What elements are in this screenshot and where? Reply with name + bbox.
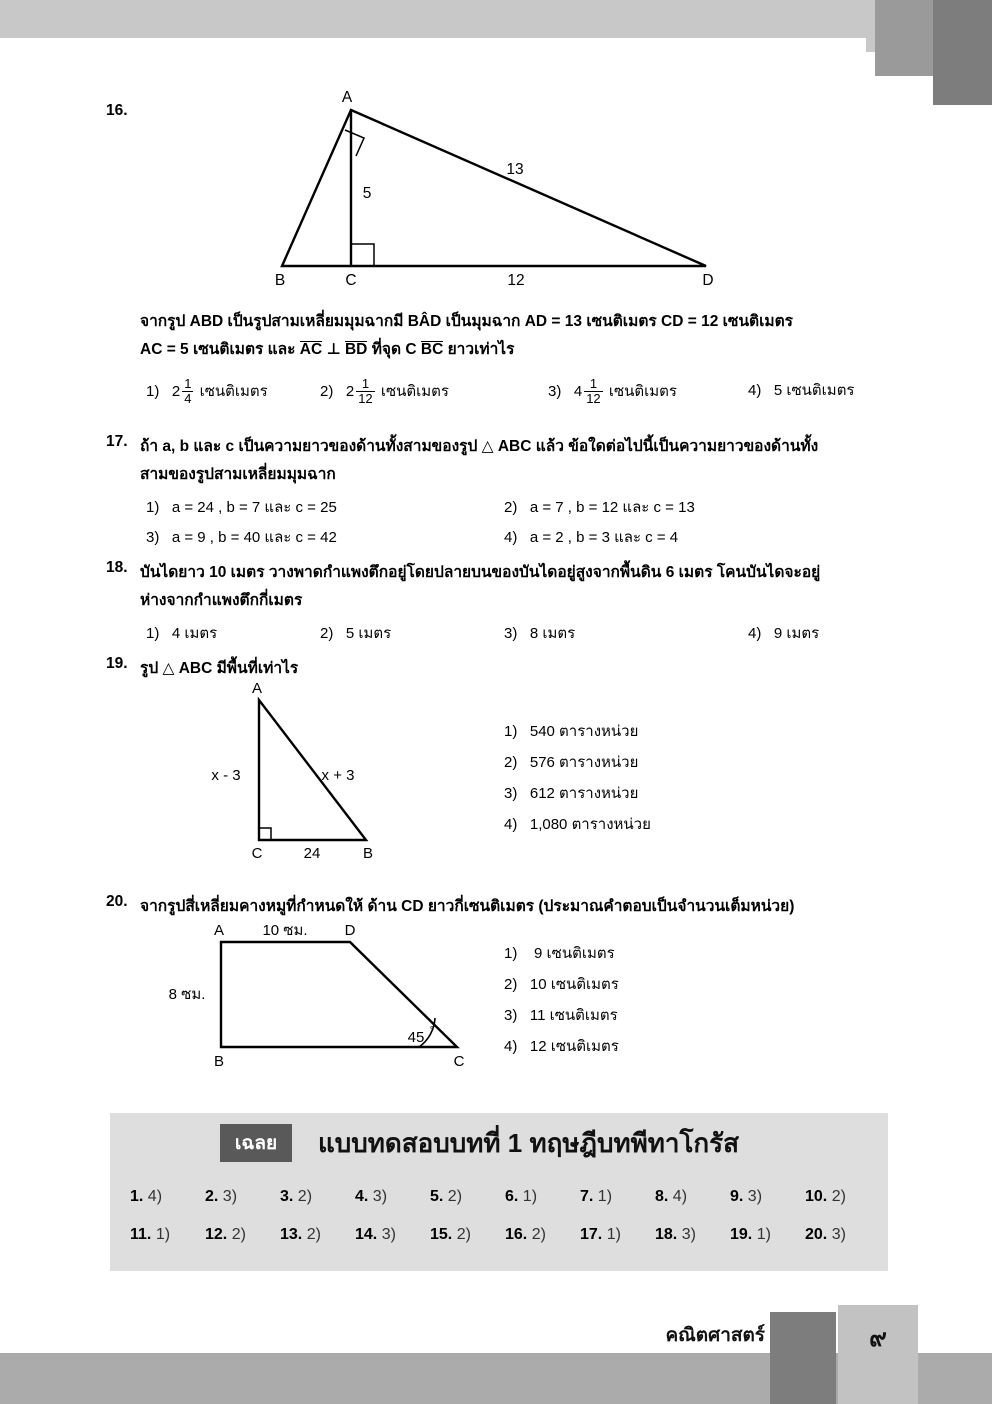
ak-num: 2.: [205, 1188, 219, 1205]
ak-ans: 2): [306, 1226, 321, 1243]
q16-opt2-denominator: 12: [358, 390, 373, 406]
answer-key-row-1: [130, 1188, 880, 1218]
answer-key-cell: [280, 1188, 355, 1218]
q16-opt1-numerator: 1: [184, 376, 192, 391]
question-20-option-1[interactable]: [504, 941, 615, 965]
question-16-option-4[interactable]: [748, 378, 855, 402]
question-17-option-4[interactable]: [504, 525, 678, 549]
footer-subject-label: คณิตศาสตร์: [665, 1325, 765, 1346]
ak-num: 1.: [130, 1188, 144, 1205]
q20-side-left-label: 8 ซม.: [168, 986, 206, 1003]
q19-opt2-label: 2): [504, 754, 518, 771]
question-20-option-4[interactable]: [504, 1034, 619, 1058]
q19-vertex-C-label: C: [251, 845, 263, 862]
q19-side-x-minus-3-label: x - 3: [211, 767, 241, 784]
q16-opt1-whole: 2: [171, 383, 181, 401]
answer-key-title: แบบทดสอบบทที่ 1 ทฤษฎีบทพีทาโกรัส: [318, 1127, 740, 1158]
question-18-stem-line1: บันไดยาว 10 เมตร วางพาดกำแพงตึกอยู่โดยปลายบนของบันไดอยู่สูงจากพื้นดิน 6 เมตร โคนบันไดจะอยู่: [140, 564, 821, 581]
question-17-option-1[interactable]: [146, 495, 337, 519]
ak-ans: 2): [831, 1188, 846, 1205]
question-19-option-3[interactable]: [504, 781, 638, 805]
answer-key-cell: [805, 1188, 880, 1218]
ak-ans: 1): [155, 1226, 171, 1243]
q16-opt1-label: 1): [146, 383, 160, 401]
q16-opt3-denominator: 12: [586, 390, 601, 406]
q16-opt2-label: 2): [320, 383, 334, 401]
answer-key-cell: [130, 1226, 205, 1256]
q17-opt3-label: 3): [146, 529, 160, 546]
answer-key-cell: [430, 1188, 505, 1218]
ak-num: 6.: [505, 1188, 519, 1205]
q20-vertex-A-label: A: [213, 922, 225, 939]
ak-ans: 2): [447, 1188, 463, 1205]
question-19-option-4[interactable]: [504, 812, 651, 836]
q16-vertex-D-label: D: [702, 272, 714, 289]
question-19-figure: [195, 678, 455, 863]
answer-key-cell: [655, 1226, 730, 1256]
question-18-number: 18.: [106, 559, 128, 576]
q20-angle-degree-icon: °: [429, 1025, 435, 1037]
ak-num: 9.: [730, 1188, 744, 1205]
q18-opt3-label: 3): [504, 625, 518, 642]
question-19-option-2[interactable]: [504, 750, 638, 774]
answer-key-badge: เฉลย: [220, 1124, 292, 1162]
q20-opt1-label: 1): [504, 945, 518, 962]
q19-opt2-text: 576 ตารางหน่วย: [529, 754, 639, 771]
ak-ans: 1): [756, 1226, 771, 1243]
ak-ans: 2): [456, 1226, 471, 1243]
ak-num: 7.: [580, 1188, 594, 1205]
ak-ans: 1): [606, 1226, 621, 1243]
ak-num: 8.: [655, 1188, 669, 1205]
q16-opt4-whole: 5: [773, 382, 783, 399]
ak-num: 3.: [280, 1188, 294, 1205]
ak-num: 5.: [430, 1188, 444, 1205]
q19-vertex-B-label: B: [362, 845, 374, 862]
ak-num: 13.: [280, 1226, 303, 1243]
q16-segment-BC: BC: [420, 341, 444, 358]
q16-opt2-fraction: [356, 377, 374, 405]
question-18-option-3[interactable]: [504, 621, 575, 645]
q16-vertex-A-label: A: [341, 89, 353, 106]
question-19-number: 19.: [106, 655, 128, 672]
ak-ans: 3): [831, 1226, 846, 1243]
question-20-figure: [160, 918, 500, 1073]
q17-opt3-text: a = 9 , b = 40 และ c = 42: [171, 529, 337, 546]
answer-key-cell: [580, 1188, 655, 1218]
q16-opt3-whole: 4: [573, 383, 583, 401]
question-17-option-3[interactable]: [146, 525, 337, 549]
q16-opt1-denominator: 4: [184, 390, 192, 406]
question-16-option-1[interactable]: [146, 378, 268, 406]
ak-num: 15.: [430, 1226, 453, 1243]
q20-opt4-text: 12 เซนติเมตร: [529, 1038, 619, 1055]
answer-key-cell: [505, 1226, 580, 1256]
q18-opt1-text: 4 เมตร: [171, 625, 218, 642]
q17-opt1-text: a = 24 , b = 7 และ c = 25: [171, 499, 337, 516]
question-18-option-4[interactable]: [748, 621, 819, 645]
ak-ans: 2): [531, 1226, 546, 1243]
q16-opt2-unit: เซนติเมตร: [380, 383, 449, 401]
question-20-option-3[interactable]: [504, 1003, 618, 1027]
answer-key-cell: [430, 1226, 505, 1256]
q16-segment-BD: BD: [344, 341, 368, 358]
question-19-stem-line1: รูป △ ABC มีพื้นที่เท่าไร: [140, 660, 299, 677]
q20-opt4-label: 4): [504, 1038, 518, 1055]
answer-key-cell: [205, 1188, 280, 1218]
q18-opt2-text: 5 เมตร: [345, 625, 392, 642]
ak-ans: 2): [231, 1226, 246, 1243]
answer-key-cell: [205, 1226, 280, 1256]
ak-ans: 3): [747, 1188, 763, 1205]
question-16-figure: [250, 88, 750, 288]
ak-num: 19.: [730, 1226, 753, 1243]
question-17-number: 17.: [106, 433, 128, 450]
answer-key-cell: [730, 1226, 805, 1256]
ak-num: 20.: [805, 1226, 828, 1243]
q20-opt2-label: 2): [504, 976, 518, 993]
answer-key-cell: [355, 1226, 430, 1256]
q17-opt4-label: 4): [504, 529, 518, 546]
q19-side-24-label: 24: [303, 845, 321, 862]
q20-opt2-text: 10 เซนติเมตร: [529, 976, 619, 993]
answer-key-cell: [655, 1188, 730, 1218]
ak-ans: 1): [597, 1188, 613, 1205]
ak-ans: 3): [222, 1188, 238, 1205]
question-20-number: 20.: [106, 893, 128, 910]
q16-segment-AC: AC: [299, 341, 323, 358]
q19-opt4-label: 4): [504, 816, 518, 833]
question-18-option-2[interactable]: [320, 621, 391, 645]
q16-opt2-numerator: 1: [356, 377, 374, 392]
q18-opt2-label: 2): [320, 625, 334, 642]
ak-num: 16.: [505, 1226, 528, 1243]
q20-opt3-label: 3): [504, 1007, 518, 1024]
ak-num: 10.: [805, 1188, 828, 1205]
q16-opt4-label: 4): [748, 382, 762, 399]
q16-side-5-label: 5: [362, 185, 372, 202]
ak-num: 12.: [205, 1226, 228, 1243]
q16-stem2-part1: AC = 5 เซนติเมตร และ: [140, 341, 296, 358]
ak-num: 14.: [355, 1226, 378, 1243]
q20-vertex-D-label: D: [344, 922, 356, 939]
ak-ans: 3): [381, 1226, 396, 1243]
q16-side-12-label: 12: [507, 272, 525, 289]
answer-key-cell: [130, 1188, 205, 1218]
q18-opt4-text: 9 เมตร: [773, 625, 820, 642]
q16-opt4-unit: เซนติเมตร: [786, 382, 855, 399]
footer-page-number: ๙: [869, 1325, 887, 1352]
question-18-option-1[interactable]: [146, 621, 217, 645]
question-20-option-2[interactable]: [504, 972, 619, 996]
answer-key-cell: [580, 1226, 655, 1256]
q16-side-13-label: 13: [506, 161, 524, 178]
question-19-option-1[interactable]: [504, 719, 638, 743]
ak-num: 11.: [130, 1226, 152, 1243]
question-18-stem-line2: ห่างจากกำแพงตึกกี่เมตร: [140, 592, 303, 609]
q16-opt3-label: 3): [548, 383, 562, 401]
q20-opt1-text: 9 เซนติเมตร: [534, 945, 615, 962]
q19-opt3-text: 612 ตารางหน่วย: [529, 785, 639, 802]
question-17-stem-line2: สามของรูปสามเหลี่ยมมุมฉาก: [140, 466, 336, 483]
q20-angle-value-label: 45: [407, 1029, 425, 1046]
answer-key-cell: [730, 1188, 805, 1218]
q16-opt3-numerator: 1: [584, 377, 602, 392]
ak-num: 4.: [355, 1188, 369, 1205]
question-16-number: 16.: [106, 102, 128, 119]
q20-side-top-label: 10 ซม.: [262, 922, 308, 939]
q16-opt2-whole: 2: [345, 383, 355, 401]
q18-opt4-label: 4): [748, 625, 762, 642]
q17-opt1-label: 1): [146, 499, 160, 516]
q19-opt1-label: 1): [504, 723, 518, 740]
q18-opt3-text: 8 เมตร: [529, 625, 576, 642]
answer-key-cell: [280, 1226, 355, 1256]
q16-stem2-tail: ยาวเท่าไร: [447, 341, 515, 358]
question-16-stem-line2: [140, 336, 920, 363]
q20-vertex-B-label: B: [213, 1053, 225, 1070]
q16-opt1-unit: เซนติเมตร: [199, 383, 268, 401]
q20-opt3-text: 11 เซนติเมตร: [529, 1007, 618, 1024]
ak-ans: 4): [147, 1188, 163, 1205]
q16-perp-symbol: ⊥: [326, 341, 341, 358]
ak-ans: 1): [522, 1188, 538, 1205]
q16-vertex-B-label: B: [274, 272, 286, 289]
ak-ans: 4): [672, 1188, 688, 1205]
question-17-stem-line1: ถ้า a, b และ c เป็นความยาวของด้านทั้งสามของรูป △ ABC แล้ว ข้อใดต่อไปนี้เป็นความยาวของด้านทั้ง: [140, 438, 819, 455]
q19-vertex-A-label: A: [251, 680, 263, 697]
q20-vertex-C-label: C: [453, 1053, 465, 1070]
answer-key-row-2: [130, 1226, 880, 1256]
ak-num: 17.: [580, 1226, 603, 1243]
q17-opt2-text: a = 7 , b = 12 และ c = 13: [529, 499, 695, 516]
q16-opt3-fraction: [584, 377, 602, 405]
q19-opt3-label: 3): [504, 785, 518, 802]
q18-opt1-label: 1): [146, 625, 160, 642]
question-16-option-2[interactable]: [320, 378, 449, 406]
ak-num: 18.: [655, 1226, 678, 1243]
answer-key-cell: [805, 1226, 880, 1256]
question-16-option-3[interactable]: [548, 378, 677, 406]
q16-vertex-C-label: C: [345, 272, 357, 289]
ak-ans: 3): [681, 1226, 696, 1243]
ak-ans: 3): [372, 1188, 388, 1205]
q16-stem2-at-point: ที่จุด C: [371, 341, 417, 358]
ak-ans: 2): [297, 1188, 313, 1205]
q19-opt4-text: 1,080 ตารางหน่วย: [529, 816, 651, 833]
q19-side-x-plus-3-label: x + 3: [321, 767, 355, 784]
question-17-option-2[interactable]: [504, 495, 695, 519]
question-16-stem-line1: จากรูป ABD เป็นรูปสามเหลี่ยมมุมฉากมี BÂD เป็นมุมฉาก AD = 13 เซนติเมตร CD = 12 เซนติเมตร: [140, 313, 794, 330]
q16-opt1-fraction: [182, 377, 193, 405]
q17-opt4-text: a = 2 , b = 3 และ c = 4: [529, 529, 679, 546]
answer-key-cell: [355, 1188, 430, 1218]
question-20-stem-line1: จากรูปสี่เหลี่ยมคางหมูที่กำหนดให้ ด้าน CD ยาวกี่เซนติเมตร (ประมาณคำตอบเป็นจำนวนเต็มหน่วย): [140, 898, 795, 915]
q16-opt3-unit: เซนติเมตร: [608, 383, 677, 401]
answer-key-cell: [505, 1188, 580, 1218]
q19-opt1-text: 540 ตารางหน่วย: [529, 723, 639, 740]
q17-opt2-label: 2): [504, 499, 518, 516]
